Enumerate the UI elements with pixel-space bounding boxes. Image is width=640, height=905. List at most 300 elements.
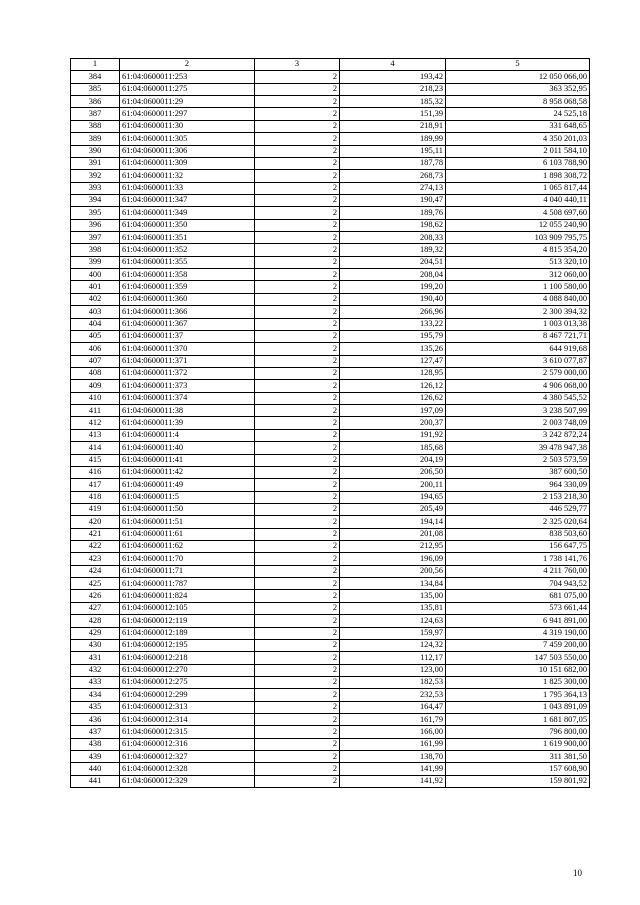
page-number: 10: [573, 868, 582, 878]
row-index-cell: 401: [71, 281, 120, 293]
table-row: [71, 466, 590, 478]
cadastral-number-cell: 61:04:0600011:70: [120, 553, 255, 565]
value-cell: 3 238 507,99: [446, 405, 590, 417]
cadastral-number-cell: 61:04:0600011:37: [120, 330, 255, 342]
value-cell: 4 088 840,00: [446, 293, 590, 305]
row-index-cell: 437: [71, 726, 120, 738]
row-index-cell: 417: [71, 479, 120, 491]
cadastral-number-cell: 61:04:0600011:359: [120, 281, 255, 293]
value-cell: 513 320,10: [446, 256, 590, 268]
value-cell: 644 919,68: [446, 343, 590, 355]
row-index-cell: 440: [71, 763, 120, 775]
area-cell: 200,37: [340, 417, 446, 429]
table-row: [71, 244, 590, 256]
value-cell: 39 478 947,38: [446, 442, 590, 454]
cadastral-number-cell: 61:04:0600011:5: [120, 491, 255, 503]
row-index-cell: 407: [71, 355, 120, 367]
table-row: [71, 380, 590, 392]
value-cell: 4 040 440,11: [446, 194, 590, 206]
table-row: [71, 541, 590, 553]
area-cell: 199,20: [340, 281, 446, 293]
table-row: [71, 590, 590, 602]
value-cell: 4 508 697,60: [446, 207, 590, 219]
cadastral-number-cell: 61:04:0600012:316: [120, 738, 255, 750]
area-cell: 195,79: [340, 330, 446, 342]
cadastral-number-cell: 61:04:0600011:30: [120, 120, 255, 132]
type-code-cell: 2: [255, 133, 340, 145]
type-code-cell: 2: [255, 676, 340, 688]
cadastral-number-cell: 61:04:0600011:787: [120, 578, 255, 590]
row-index-cell: 430: [71, 639, 120, 651]
type-code-cell: 2: [255, 541, 340, 553]
table-row: [71, 330, 590, 342]
type-code-cell: 2: [255, 306, 340, 318]
registry-table: [70, 58, 590, 788]
table-row: [71, 355, 590, 367]
cadastral-number-cell: 61:04:0600012:218: [120, 652, 255, 664]
cadastral-number-cell: 61:04:0600011:367: [120, 318, 255, 330]
type-code-cell: 2: [255, 355, 340, 367]
value-cell: 312 060,00: [446, 269, 590, 281]
table-row: [71, 553, 590, 565]
table-row: [71, 516, 590, 528]
type-code-cell: 2: [255, 726, 340, 738]
area-cell: 198,62: [340, 219, 446, 231]
value-cell: 103 909 795,75: [446, 232, 590, 244]
type-code-cell: 2: [255, 442, 340, 454]
type-code-cell: 2: [255, 380, 340, 392]
value-cell: 157 608,90: [446, 763, 590, 775]
area-cell: 218,23: [340, 83, 446, 95]
value-cell: 573 661,44: [446, 602, 590, 614]
table-row: [71, 281, 590, 293]
column-header-2: 2: [120, 59, 255, 71]
value-cell: 1 065 817,44: [446, 182, 590, 194]
table-row: [71, 503, 590, 515]
area-cell: 189,76: [340, 207, 446, 219]
area-cell: 135,00: [340, 590, 446, 602]
row-index-cell: 427: [71, 602, 120, 614]
value-cell: 1 825 300,00: [446, 676, 590, 688]
row-index-cell: 418: [71, 491, 120, 503]
area-cell: 218,91: [340, 120, 446, 132]
value-cell: 1 043 891,09: [446, 701, 590, 713]
area-cell: 208,04: [340, 269, 446, 281]
type-code-cell: 2: [255, 120, 340, 132]
table-row: [71, 182, 590, 194]
table-row: [71, 652, 590, 664]
cadastral-number-cell: 61:04:0600011:40: [120, 442, 255, 454]
table-row: [71, 615, 590, 627]
type-code-cell: 2: [255, 367, 340, 379]
area-cell: 206,50: [340, 466, 446, 478]
cadastral-number-cell: 61:04:0600012:270: [120, 664, 255, 676]
cadastral-number-cell: 61:04:0600011:32: [120, 170, 255, 182]
value-cell: 2 003 748,09: [446, 417, 590, 429]
row-index-cell: 384: [71, 71, 120, 83]
row-index-cell: 405: [71, 330, 120, 342]
type-code-cell: 2: [255, 738, 340, 750]
area-cell: 141,92: [340, 775, 446, 787]
row-index-cell: 399: [71, 256, 120, 268]
row-index-cell: 421: [71, 528, 120, 540]
cadastral-number-cell: 61:04:0600011:372: [120, 367, 255, 379]
cadastral-number-cell: 61:04:0600012:328: [120, 763, 255, 775]
cadastral-number-cell: 61:04:0600011:351: [120, 232, 255, 244]
cadastral-number-cell: 61:04:0600011:347: [120, 194, 255, 206]
type-code-cell: 2: [255, 256, 340, 268]
cadastral-number-cell: 61:04:0600012:189: [120, 627, 255, 639]
row-index-cell: 434: [71, 689, 120, 701]
table-row: [71, 775, 590, 787]
cadastral-number-cell: 61:04:0600011:71: [120, 565, 255, 577]
cadastral-number-cell: 61:04:0600011:306: [120, 145, 255, 157]
area-cell: 201,08: [340, 528, 446, 540]
table-row: [71, 429, 590, 441]
row-index-cell: 397: [71, 232, 120, 244]
row-index-cell: 419: [71, 503, 120, 515]
row-index-cell: 395: [71, 207, 120, 219]
row-index-cell: 435: [71, 701, 120, 713]
table-row: [71, 417, 590, 429]
cadastral-number-cell: 61:04:0600011:352: [120, 244, 255, 256]
cadastral-number-cell: 61:04:0600011:4: [120, 429, 255, 441]
area-cell: 185,32: [340, 96, 446, 108]
value-cell: 6 941 891,00: [446, 615, 590, 627]
value-cell: 12 055 240,90: [446, 219, 590, 231]
column-header-5: 5: [446, 59, 590, 71]
value-cell: 12 050 066,00: [446, 71, 590, 83]
table-row: [71, 442, 590, 454]
row-index-cell: 403: [71, 306, 120, 318]
value-cell: 1 738 141,76: [446, 553, 590, 565]
column-header-3: 3: [255, 59, 340, 71]
row-index-cell: 425: [71, 578, 120, 590]
area-cell: 189,99: [340, 133, 446, 145]
area-cell: 135,81: [340, 602, 446, 614]
row-index-cell: 388: [71, 120, 120, 132]
type-code-cell: 2: [255, 590, 340, 602]
type-code-cell: 2: [255, 96, 340, 108]
value-cell: 681 075,00: [446, 590, 590, 602]
table-row: [71, 763, 590, 775]
cadastral-number-cell: 61:04:0600011:370: [120, 343, 255, 355]
cadastral-number-cell: 61:04:0600011:253: [120, 71, 255, 83]
type-code-cell: 2: [255, 751, 340, 763]
table-row: [71, 639, 590, 651]
row-index-cell: 439: [71, 751, 120, 763]
row-index-cell: 385: [71, 83, 120, 95]
area-cell: 204,51: [340, 256, 446, 268]
cadastral-number-cell: 61:04:0600011:62: [120, 541, 255, 553]
area-cell: 126,12: [340, 380, 446, 392]
value-cell: 311 381,50: [446, 751, 590, 763]
area-cell: 193,42: [340, 71, 446, 83]
table-row: [71, 701, 590, 713]
table-row: [71, 318, 590, 330]
row-index-cell: 429: [71, 627, 120, 639]
row-index-cell: 387: [71, 108, 120, 120]
area-cell: 124,32: [340, 639, 446, 651]
column-header-4: 4: [340, 59, 446, 71]
value-cell: 2 325 020,64: [446, 516, 590, 528]
row-index-cell: 404: [71, 318, 120, 330]
table-row: [71, 405, 590, 417]
cadastral-number-cell: 61:04:0600011:275: [120, 83, 255, 95]
cadastral-number-cell: 61:04:0600012:313: [120, 701, 255, 713]
value-cell: 2 300 394,32: [446, 306, 590, 318]
cadastral-number-cell: 61:04:0600012:119: [120, 615, 255, 627]
type-code-cell: 2: [255, 108, 340, 120]
cadastral-number-cell: 61:04:0600012:314: [120, 714, 255, 726]
table-row: [71, 676, 590, 688]
row-index-cell: 422: [71, 541, 120, 553]
table-row: [71, 751, 590, 763]
cadastral-number-cell: 61:04:0600011:371: [120, 355, 255, 367]
type-code-cell: 2: [255, 219, 340, 231]
cadastral-number-cell: 61:04:0600011:39: [120, 417, 255, 429]
type-code-cell: 2: [255, 491, 340, 503]
type-code-cell: 2: [255, 182, 340, 194]
value-cell: 796 800,00: [446, 726, 590, 738]
table-row: [71, 565, 590, 577]
area-cell: 268,73: [340, 170, 446, 182]
table-row: [71, 219, 590, 231]
row-index-cell: 433: [71, 676, 120, 688]
row-index-cell: 414: [71, 442, 120, 454]
area-cell: 190,40: [340, 293, 446, 305]
area-cell: 189,32: [340, 244, 446, 256]
cadastral-number-cell: 61:04:0600011:824: [120, 590, 255, 602]
value-cell: 156 647,75: [446, 541, 590, 553]
value-cell: 147 503 550,00: [446, 652, 590, 664]
value-cell: 1 681 807,05: [446, 714, 590, 726]
row-index-cell: 386: [71, 96, 120, 108]
area-cell: 194,14: [340, 516, 446, 528]
area-cell: 187,78: [340, 157, 446, 169]
table-row: [71, 293, 590, 305]
cadastral-number-cell: 61:04:0600012:195: [120, 639, 255, 651]
value-cell: 363 352,95: [446, 83, 590, 95]
value-cell: 1 898 308,72: [446, 170, 590, 182]
row-index-cell: 420: [71, 516, 120, 528]
row-index-cell: 390: [71, 145, 120, 157]
value-cell: 2 011 584,10: [446, 145, 590, 157]
type-code-cell: 2: [255, 701, 340, 713]
table-row: [71, 627, 590, 639]
area-cell: 196,09: [340, 553, 446, 565]
area-cell: 124,63: [340, 615, 446, 627]
table-row: [71, 83, 590, 95]
cadastral-number-cell: 61:04:0600011:38: [120, 405, 255, 417]
cadastral-number-cell: 61:04:0600011:350: [120, 219, 255, 231]
value-cell: 4 350 201,03: [446, 133, 590, 145]
type-code-cell: 2: [255, 627, 340, 639]
table-row: [71, 120, 590, 132]
row-index-cell: 441: [71, 775, 120, 787]
value-cell: 4 906 068,00: [446, 380, 590, 392]
row-index-cell: 423: [71, 553, 120, 565]
table-row: [71, 528, 590, 540]
row-index-cell: 392: [71, 170, 120, 182]
value-cell: 1 795 364,13: [446, 689, 590, 701]
table-row: [71, 602, 590, 614]
type-code-cell: 2: [255, 578, 340, 590]
type-code-cell: 2: [255, 528, 340, 540]
row-index-cell: 426: [71, 590, 120, 602]
row-index-cell: 389: [71, 133, 120, 145]
value-cell: 10 151 682,00: [446, 664, 590, 676]
cadastral-number-cell: 61:04:0600012:327: [120, 751, 255, 763]
type-code-cell: 2: [255, 466, 340, 478]
type-code-cell: 2: [255, 639, 340, 651]
value-cell: 8 958 068,58: [446, 96, 590, 108]
row-index-cell: 424: [71, 565, 120, 577]
type-code-cell: 2: [255, 269, 340, 281]
area-cell: 127,47: [340, 355, 446, 367]
value-cell: 4 211 760,00: [446, 565, 590, 577]
area-cell: 266,96: [340, 306, 446, 318]
value-cell: 964 330,09: [446, 479, 590, 491]
table-row: [71, 170, 590, 182]
row-index-cell: 428: [71, 615, 120, 627]
row-index-cell: 415: [71, 454, 120, 466]
table-row: [71, 269, 590, 281]
value-cell: 1 100 580,00: [446, 281, 590, 293]
value-cell: 2 579 000,00: [446, 367, 590, 379]
type-code-cell: 2: [255, 71, 340, 83]
value-cell: 387 600,50: [446, 466, 590, 478]
value-cell: 446 529,77: [446, 503, 590, 515]
cadastral-number-cell: 61:04:0600011:309: [120, 157, 255, 169]
column-header-1: 1: [71, 59, 120, 71]
area-cell: 123,00: [340, 664, 446, 676]
type-code-cell: 2: [255, 293, 340, 305]
cadastral-number-cell: 61:04:0600011:61: [120, 528, 255, 540]
type-code-cell: 2: [255, 652, 340, 664]
cadastral-number-cell: 61:04:0600012:299: [120, 689, 255, 701]
type-code-cell: 2: [255, 157, 340, 169]
row-index-cell: 398: [71, 244, 120, 256]
type-code-cell: 2: [255, 429, 340, 441]
area-cell: 197,09: [340, 405, 446, 417]
table-row: [71, 726, 590, 738]
table-row: [71, 157, 590, 169]
cadastral-number-cell: 61:04:0600011:366: [120, 306, 255, 318]
row-index-cell: 406: [71, 343, 120, 355]
type-code-cell: 2: [255, 392, 340, 404]
value-cell: 1 003 013,38: [446, 318, 590, 330]
area-cell: 126,62: [340, 392, 446, 404]
table-row: [71, 578, 590, 590]
area-cell: 141,99: [340, 763, 446, 775]
cadastral-number-cell: 61:04:0600011:33: [120, 182, 255, 194]
row-index-cell: 438: [71, 738, 120, 750]
cadastral-number-cell: 61:04:0600011:297: [120, 108, 255, 120]
table-row: [71, 96, 590, 108]
value-cell: 704 943,52: [446, 578, 590, 590]
cadastral-number-cell: 61:04:0600011:374: [120, 392, 255, 404]
row-index-cell: 391: [71, 157, 120, 169]
row-index-cell: 402: [71, 293, 120, 305]
cadastral-number-cell: 61:04:0600011:358: [120, 269, 255, 281]
type-code-cell: 2: [255, 714, 340, 726]
table-row: [71, 256, 590, 268]
type-code-cell: 2: [255, 207, 340, 219]
cadastral-number-cell: 61:04:0600011:360: [120, 293, 255, 305]
area-cell: 195,11: [340, 145, 446, 157]
area-cell: 138,70: [340, 751, 446, 763]
cadastral-number-cell: 61:04:0600011:349: [120, 207, 255, 219]
area-cell: 161,99: [340, 738, 446, 750]
type-code-cell: 2: [255, 244, 340, 256]
row-index-cell: 431: [71, 652, 120, 664]
value-cell: 1 619 900,00: [446, 738, 590, 750]
type-code-cell: 2: [255, 775, 340, 787]
type-code-cell: 2: [255, 330, 340, 342]
type-code-cell: 2: [255, 664, 340, 676]
cadastral-number-cell: 61:04:0600012:329: [120, 775, 255, 787]
column-number-header-row: [71, 59, 590, 71]
value-cell: 2 503 573,59: [446, 454, 590, 466]
value-cell: 2 153 218,30: [446, 491, 590, 503]
area-cell: 200,11: [340, 479, 446, 491]
area-cell: 159,97: [340, 627, 446, 639]
cadastral-number-cell: 61:04:0600011:51: [120, 516, 255, 528]
table-row: [71, 714, 590, 726]
value-cell: 3 610 077,87: [446, 355, 590, 367]
area-cell: 161,79: [340, 714, 446, 726]
value-cell: 8 467 721,71: [446, 330, 590, 342]
cadastral-number-cell: 61:04:0600012:315: [120, 726, 255, 738]
type-code-cell: 2: [255, 615, 340, 627]
cadastral-number-cell: 61:04:0600011:29: [120, 96, 255, 108]
value-cell: 7 459 200,00: [446, 639, 590, 651]
row-index-cell: 408: [71, 367, 120, 379]
row-index-cell: 432: [71, 664, 120, 676]
type-code-cell: 2: [255, 170, 340, 182]
type-code-cell: 2: [255, 232, 340, 244]
value-cell: 6 103 788,90: [446, 157, 590, 169]
type-code-cell: 2: [255, 602, 340, 614]
table-row: [71, 306, 590, 318]
table-row: [71, 194, 590, 206]
row-index-cell: 412: [71, 417, 120, 429]
type-code-cell: 2: [255, 318, 340, 330]
cadastral-number-cell: 61:04:0600011:355: [120, 256, 255, 268]
table-body: [71, 71, 590, 788]
value-cell: 838 503,60: [446, 528, 590, 540]
table-row: [71, 145, 590, 157]
cadastral-number-cell: 61:04:0600011:373: [120, 380, 255, 392]
area-cell: 200,56: [340, 565, 446, 577]
row-index-cell: 436: [71, 714, 120, 726]
area-cell: 135,26: [340, 343, 446, 355]
type-code-cell: 2: [255, 689, 340, 701]
area-cell: 194,65: [340, 491, 446, 503]
area-cell: 185,68: [340, 442, 446, 454]
type-code-cell: 2: [255, 479, 340, 491]
row-index-cell: 413: [71, 429, 120, 441]
area-cell: 205,49: [340, 503, 446, 515]
table-row: [71, 491, 590, 503]
area-cell: 190,47: [340, 194, 446, 206]
area-cell: 208,33: [340, 232, 446, 244]
cadastral-number-cell: 61:04:0600011:50: [120, 503, 255, 515]
type-code-cell: 2: [255, 145, 340, 157]
area-cell: 274,13: [340, 182, 446, 194]
row-index-cell: 409: [71, 380, 120, 392]
